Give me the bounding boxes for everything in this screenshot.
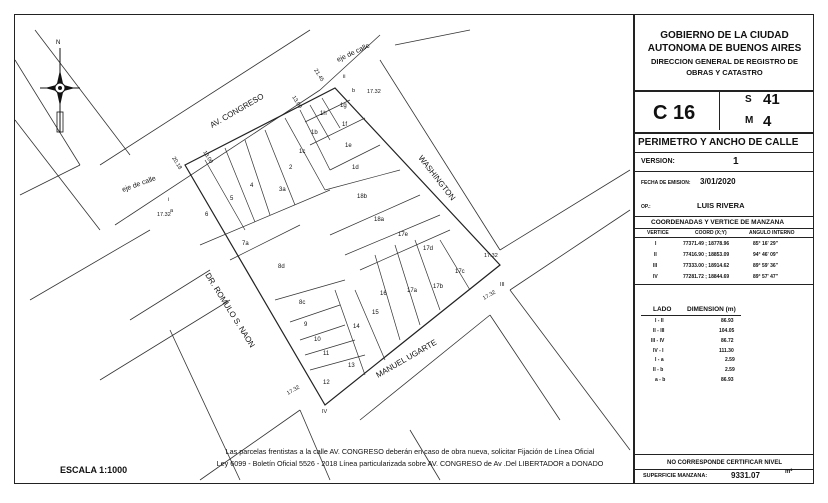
parcel-label: 6 xyxy=(205,212,209,218)
street-label-ugarte: MANUEL UGARTE xyxy=(374,337,439,380)
parcel-label: 5 xyxy=(230,196,234,202)
parcel-label: 17b xyxy=(433,284,444,290)
street-width-label: 13.00 xyxy=(201,149,214,165)
street-edge xyxy=(510,210,630,290)
parcel-label: 15 xyxy=(372,310,379,316)
section-value: 41 xyxy=(763,91,780,108)
parcel-label: 1e xyxy=(345,143,352,149)
street-edge xyxy=(20,165,80,195)
title-block xyxy=(633,14,814,484)
dim-cell: 2.59 xyxy=(725,367,735,373)
parcel-label: 1d xyxy=(352,165,359,171)
section-label: S xyxy=(745,94,752,105)
street-width-label: 17.32 xyxy=(286,384,301,397)
coords-cell: 89° 59' 36" xyxy=(753,263,779,269)
block-outline xyxy=(185,88,500,405)
dim-cell: II - b xyxy=(653,367,664,373)
operator-label: OP.: xyxy=(641,204,651,210)
version-label: VERSION: xyxy=(641,158,675,165)
parcel-label: 18a xyxy=(374,217,385,223)
street-width-label: 17.32 xyxy=(367,89,381,95)
parcel-label: 14 xyxy=(353,324,360,330)
street-edge xyxy=(510,290,630,450)
bottom-note-line2: Ley 6099 - Boletín Oficial 5526 - 2018 Línea particularizada sobre AV. CONGRESO de Av .Del LIBERTADOR a DONADO xyxy=(216,459,604,468)
parcel-label: 1g xyxy=(340,103,347,109)
vertex-label: b xyxy=(352,88,356,94)
parcel-label: 3a xyxy=(279,187,286,193)
coords-cell: 85° 16' 29" xyxy=(753,241,779,247)
area-unit: m² xyxy=(785,469,793,475)
parcel-label: 17c xyxy=(455,269,465,275)
parcel-label: 8c xyxy=(299,300,306,306)
circ-code: C 16 xyxy=(653,102,696,124)
vertex-label: i xyxy=(168,197,170,203)
street-edge xyxy=(490,315,560,420)
vertex-label: III xyxy=(500,282,505,288)
street-edge xyxy=(15,120,100,230)
street-edge xyxy=(30,230,150,300)
coords-cell: 77371.49 ; 18778.96 xyxy=(683,241,730,247)
street-label-naon: DR. ROMULO S. NAON xyxy=(203,271,257,350)
coords-header: VERTICE xyxy=(647,230,669,236)
street-edge xyxy=(115,90,320,225)
operator-value: LUIS RIVERA xyxy=(697,201,745,210)
version-value: 1 xyxy=(733,156,739,167)
coords-cell: I xyxy=(655,241,657,247)
scale-label: ESCALA 1:1000 xyxy=(60,465,128,475)
dim-cell: 2.59 xyxy=(725,357,735,363)
parcel-label: 11 xyxy=(323,351,330,357)
coords-cell: 77333.00 ; 18914.62 xyxy=(683,263,730,269)
block-value: 4 xyxy=(763,113,772,130)
street-edge xyxy=(320,35,380,90)
dim-cell: 86.72 xyxy=(721,338,734,344)
dim-cell: I - a xyxy=(655,357,664,363)
street-edge xyxy=(500,170,630,250)
street-label-washington: WASHINGTON xyxy=(416,153,458,203)
street-edge xyxy=(130,270,210,320)
dim-cell: 86.93 xyxy=(721,377,734,383)
vertex-label: ii xyxy=(343,74,346,80)
issue-date-label: FECHA DE EMISION: xyxy=(641,180,691,186)
dim-cell: a - b xyxy=(655,377,666,383)
coords-cell: II xyxy=(654,252,657,258)
parcel-label: 18b xyxy=(357,194,368,200)
dim-cell: 111.30 xyxy=(719,348,734,354)
street-label-congreso: AV. CONGRESO xyxy=(208,91,266,130)
parcel-label: 17a xyxy=(407,288,418,294)
cadastral-map xyxy=(15,15,633,483)
compass-rose-icon xyxy=(40,48,80,133)
parcel-label: 12 xyxy=(323,380,330,386)
dim-header: LADO xyxy=(653,306,672,313)
parcel-label: 1c xyxy=(299,149,306,155)
parcel-label: 16 xyxy=(380,291,387,297)
coords-header: ANGULO INTERNO xyxy=(749,230,795,236)
parcel-label: 17d xyxy=(423,246,434,252)
issue-date-value: 3/01/2020 xyxy=(700,177,736,186)
parcel-label: 8d xyxy=(278,264,285,270)
street-edge xyxy=(100,300,230,380)
level-note: NO CORRESPONDE CERTIFICAR NIVEL xyxy=(666,460,782,466)
block-label: M xyxy=(745,115,754,126)
dim-cell: II - III xyxy=(653,328,665,334)
axis-label-2: eje de calle xyxy=(121,175,157,194)
vertex-label: IV xyxy=(322,409,328,415)
dim-cell: I - II xyxy=(655,318,664,324)
compass-north-label: N xyxy=(56,40,61,46)
header-line1: GOBIERNO DE LA CIUDAD xyxy=(660,30,789,41)
dim-cell: IV - I xyxy=(653,348,664,354)
street-edge xyxy=(100,30,310,165)
parcel-label: 1f xyxy=(342,122,348,128)
dim-cell: 104.05 xyxy=(719,328,735,334)
coords-cell: 77416.90 ; 18853.09 xyxy=(683,252,730,258)
street-width-label: 20.18 xyxy=(170,155,183,171)
street-width-label: 17.32 xyxy=(482,289,497,302)
coords-title: COORDENADAS Y VERTICE DE MANZANA xyxy=(651,219,785,226)
bottom-note-line1: Las parcelas frentistas a la calle AV. CONGRESO deberán en caso de obra nueva, solicitar Fijación de Línea Oficial xyxy=(225,447,595,456)
dim-cell: III - IV xyxy=(651,338,665,344)
parcel-label: 13 xyxy=(348,363,355,369)
street-width-label: 17.32 xyxy=(484,253,498,259)
document-title: PERIMETRO Y ANCHO DE CALLE xyxy=(638,137,799,148)
street-edge xyxy=(360,315,490,420)
coords-cell: III xyxy=(653,263,658,269)
bottom-note xyxy=(185,446,635,470)
parcel-label: 17e xyxy=(398,232,409,238)
coords-cell: IV xyxy=(653,274,658,280)
header-line4: OBRAS Y CATASTRO xyxy=(686,68,763,77)
header-line2: AUTONOMA DE BUENOS AIRES xyxy=(647,43,802,54)
parcel-label: 9 xyxy=(304,322,308,328)
parcel-label: 10 xyxy=(314,337,321,343)
coords-cell: 89° 57' 47" xyxy=(753,274,779,280)
parcel-label: 1h xyxy=(320,111,327,117)
coords-header: COORD (X;Y) xyxy=(695,230,727,236)
area-label: SUPERFICIE MANZANA: xyxy=(643,473,708,479)
parcel-label: 2 xyxy=(289,165,293,171)
street-edge xyxy=(395,30,470,45)
coords-cell: 94° 46' 09" xyxy=(753,252,779,258)
parcel-label: 1b xyxy=(311,130,318,136)
area-value: 9331.07 xyxy=(731,471,760,480)
dim-cell: 86.93 xyxy=(721,318,734,324)
street-width-label: 17.32 xyxy=(157,212,171,218)
coords-cell: 77281.72 ; 18844.69 xyxy=(683,274,730,280)
street-edge xyxy=(35,30,130,155)
street-width-label: 13.00 xyxy=(290,94,303,110)
dim-header: DIMENSION (m) xyxy=(687,306,736,313)
parcel-label: 4 xyxy=(250,183,254,189)
parcel-label: 7a xyxy=(242,241,249,247)
vertex-label: a xyxy=(170,208,174,214)
header-line3: DIRECCION GENERAL DE REGISTRO DE xyxy=(651,57,798,66)
street-width-label: 21.45 xyxy=(312,67,325,83)
axis-label-1: eje de calle xyxy=(335,42,371,64)
